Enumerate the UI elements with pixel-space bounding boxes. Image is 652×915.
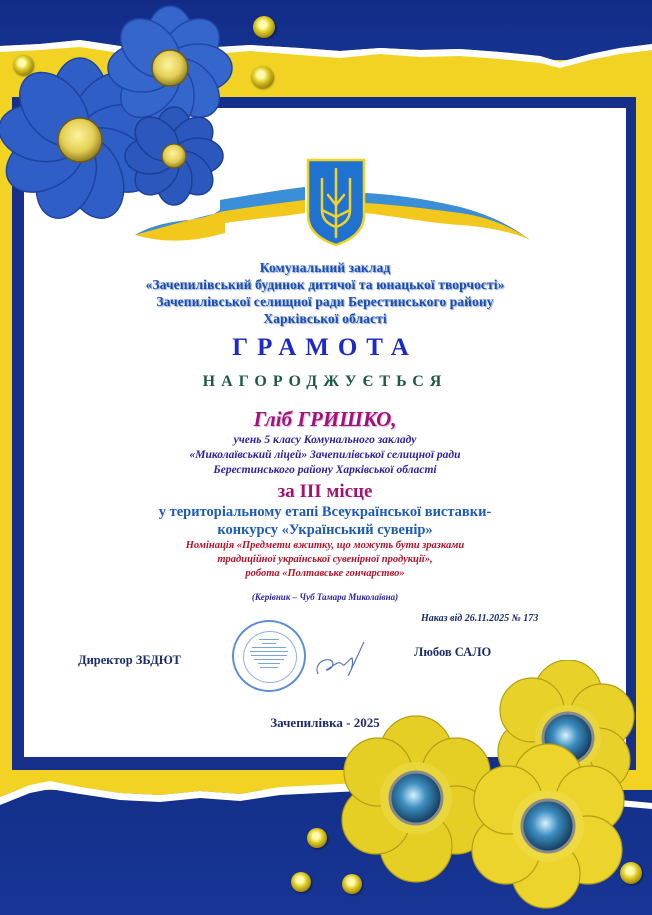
signatory-position: Директор ЗБДЮТ xyxy=(78,653,181,667)
place-and-year: Зачепилівка - 2025 xyxy=(270,715,380,730)
organization-name xyxy=(24,259,626,327)
contest-line-2: конкурсу «Український сувенір» xyxy=(217,522,433,538)
recipient-line-1: учень 5 класу Комунального закладу xyxy=(233,434,417,446)
official-stamp xyxy=(232,620,306,692)
order-reference: Наказ від 26.11.2025 № 173 xyxy=(421,613,539,624)
nomination xyxy=(24,539,626,581)
organization-line-1: Комунальний заклад xyxy=(259,260,391,275)
organization-line-4: Харківської області xyxy=(263,311,387,326)
yellow-flower-left xyxy=(342,716,490,882)
flag-ribbon-with-coat-of-arms xyxy=(130,155,540,250)
nomination-line-2: традиційної української сувенірної продукції», xyxy=(217,554,433,565)
work-title: робота «Полтавське гончарство» xyxy=(245,568,405,579)
recipient-name: Гліб ГРИШКО, xyxy=(253,407,397,431)
organization-line-2: «Зачепилівський будинок дитячої та юнацької творчості» xyxy=(145,277,505,292)
gem-decoration xyxy=(307,828,327,848)
certificate-subtitle: НАГОРОДЖУЄТЬСЯ xyxy=(202,373,448,390)
coat-of-arms-icon xyxy=(308,160,364,245)
recipient-line-2: «Миколаївський ліцей» Зачепилівської селищної ради xyxy=(189,449,461,461)
recipient-details xyxy=(24,433,626,478)
yellow-flower-right xyxy=(472,744,624,908)
certificate-title: ГРАМОТА xyxy=(232,334,418,361)
organization-line-3: Зачепилівської селищної ради Берестинського району xyxy=(156,294,494,309)
award-place: за ІІІ місце xyxy=(277,481,373,502)
gem-decoration xyxy=(291,872,311,892)
leader-name: (Керівник – Чуб Тамара Миколаївна) xyxy=(251,592,399,602)
signatory-name: Любов САЛО xyxy=(414,645,492,659)
contest-name xyxy=(24,503,626,539)
nomination-line-1: Номінація «Предмети вжитку, що можуть бути зразками xyxy=(185,540,465,551)
recipient-line-3: Берестинського району Харківської області xyxy=(213,464,437,476)
contest-line-1: у територіальному етапі Всеукраїнської виставки- xyxy=(158,504,492,520)
gem-decoration xyxy=(251,66,273,88)
yellow-flowers-decoration xyxy=(340,660,652,915)
gem-decoration xyxy=(253,16,275,38)
